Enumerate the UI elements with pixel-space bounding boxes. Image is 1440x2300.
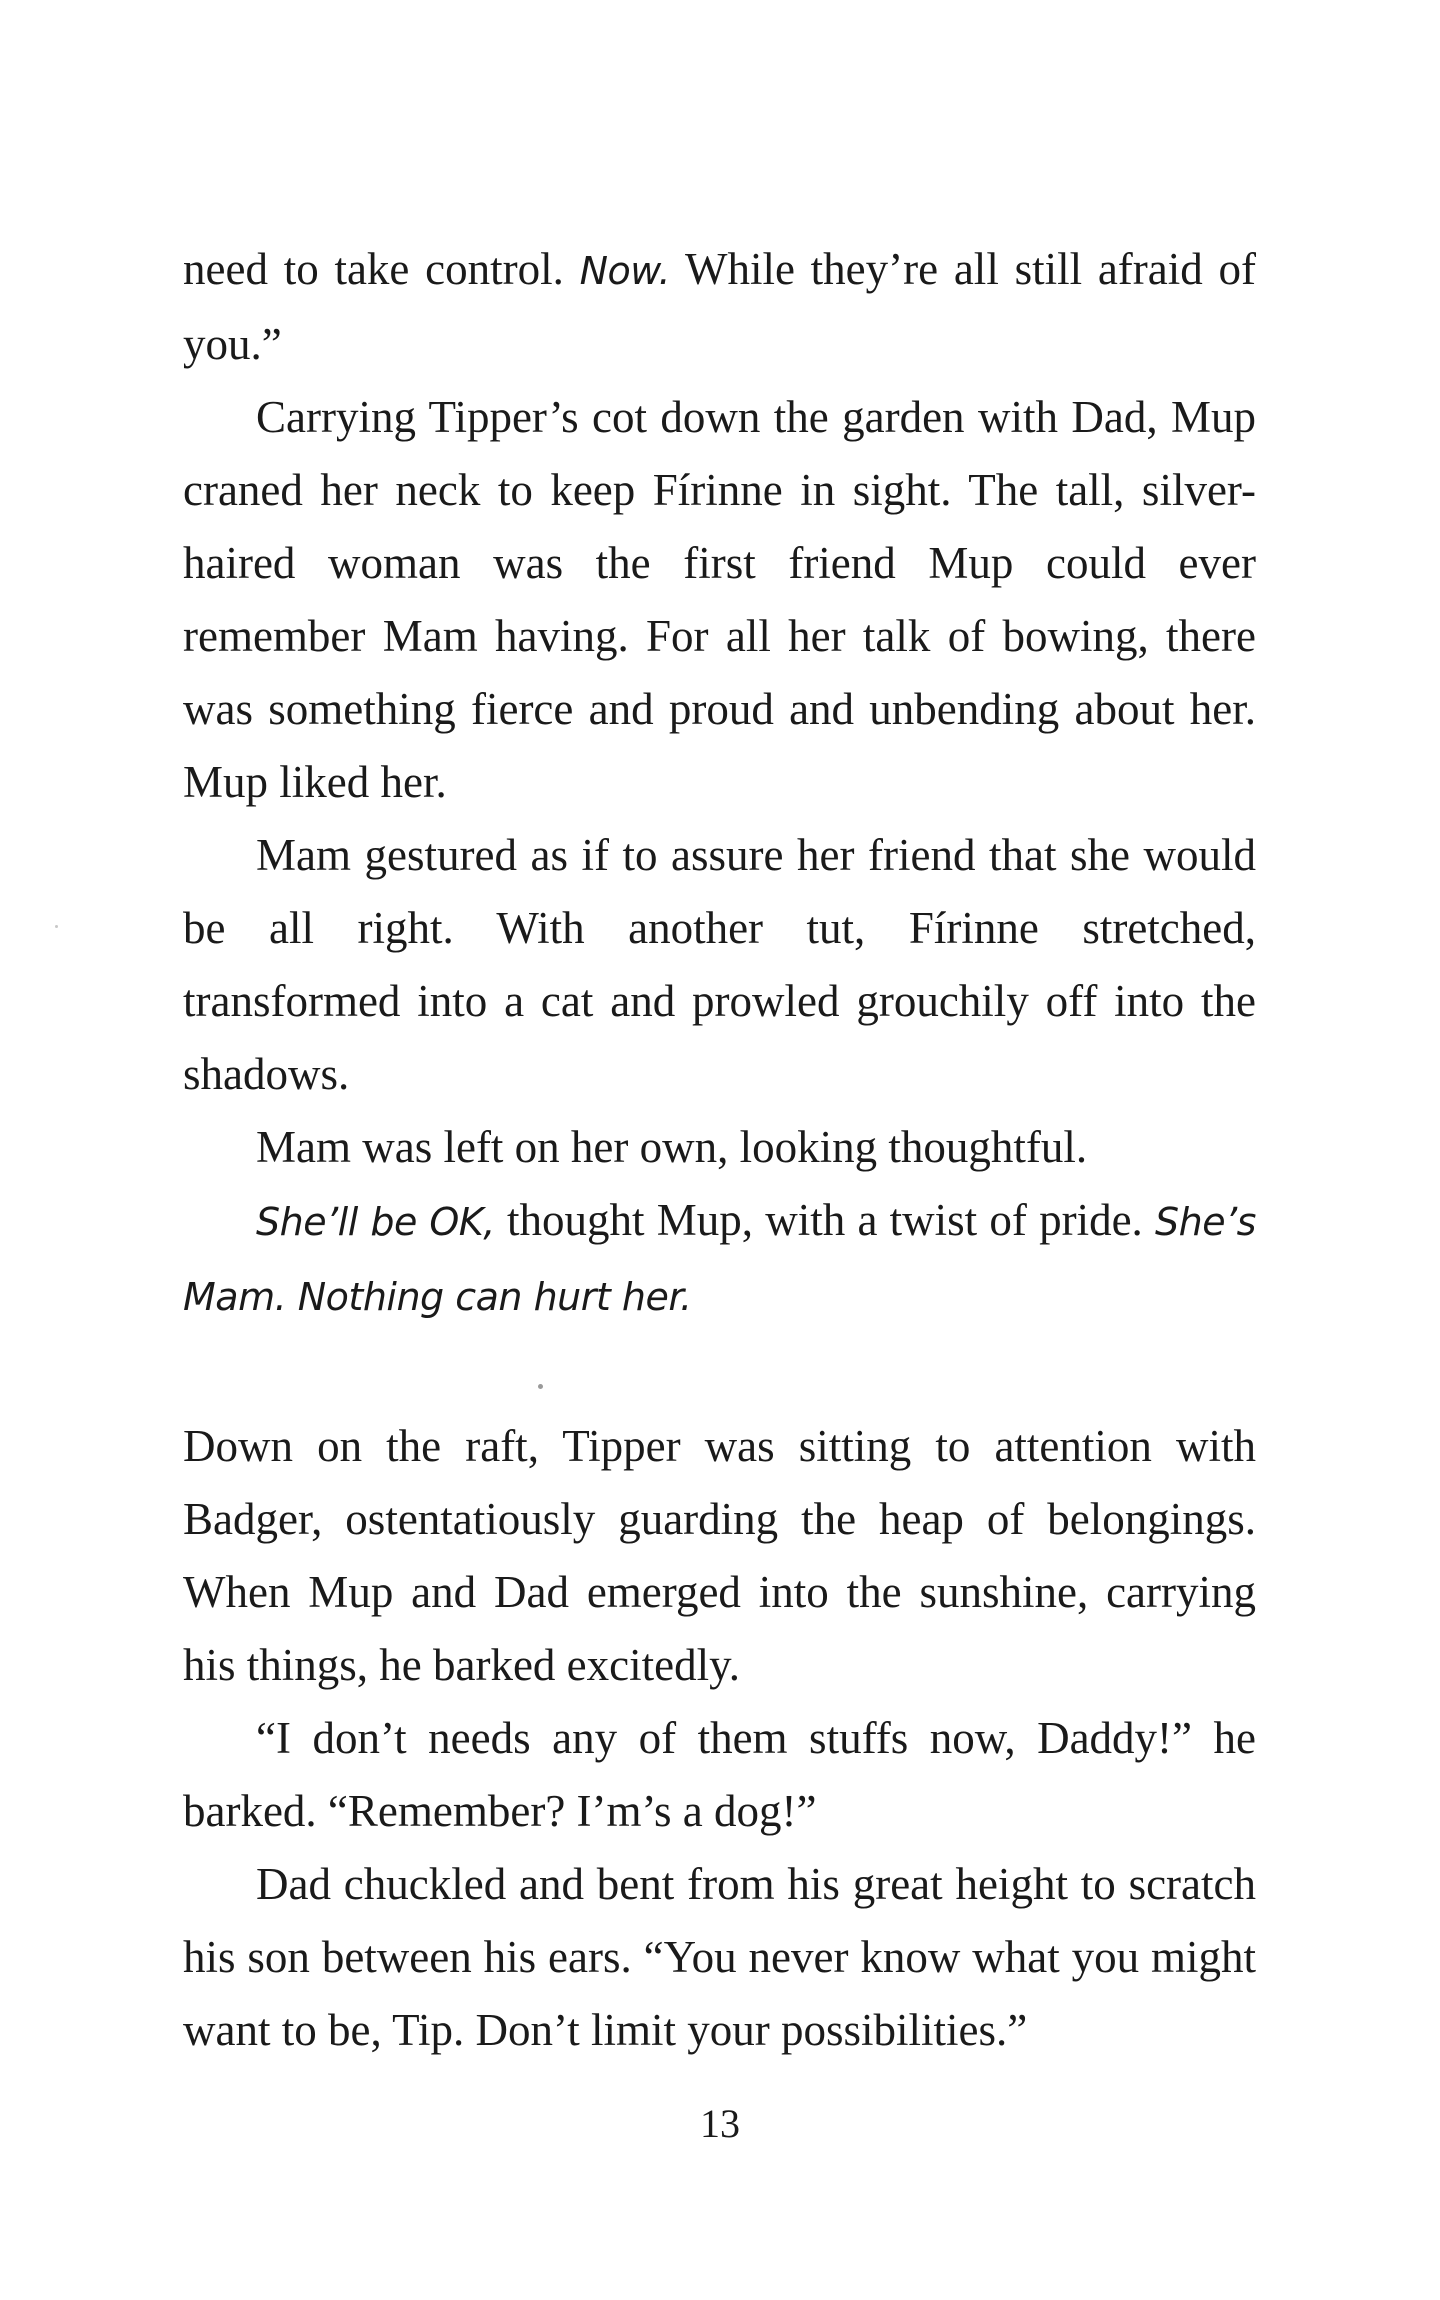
paragraph-text: While they’re all still afraid of you.” (183, 244, 1256, 369)
paragraph: “I don’t needs any of them stuffs now, Daddy!” he barked. “Remember? I’m’s a dog!” (183, 1713, 1256, 1836)
paragraph-text: need to take control. (183, 244, 580, 294)
paragraph: Dad chuckled and bent from his great height to scratch his son between his ears. “You never know what you might want to be, Tip. Don’t limit your possibilities.” (183, 1859, 1256, 2055)
text-section-1 (183, 233, 1256, 1334)
page-number: 13 (700, 2101, 740, 2146)
paragraph-text: thought Mup, with a twist of pride. (494, 1195, 1156, 1245)
paragraph: Mam was left on her own, looking thoughtful. (256, 1122, 1088, 1172)
italic-thought: She’s Mam. Nothing can hurt her. (183, 1200, 1256, 1319)
italic-emphasis: Now. (579, 249, 671, 293)
text-section-2 (183, 1410, 1256, 2067)
italic-thought: She’ll be OK, (256, 1200, 495, 1244)
scan-speck (55, 925, 58, 928)
paragraph: Mam gestured as if to assure her friend that she would be all right. With another tut, Fírinne stretched, transformed into a cat and prowled grouchily off into the shadows. (183, 830, 1256, 1099)
paragraph (183, 233, 1256, 381)
paragraph (183, 1184, 1256, 1334)
paragraph: Carrying Tipper’s cot down the garden with Dad, Mup craned her neck to keep Fírinne in sight. The tall, silver-haired woman was the first friend Mup could ever remember Mam having. For all her talk of bowing, there was something fierce and proud and unbending about her. Mup liked her. (183, 392, 1256, 807)
paragraph: Down on the raft, Tipper was sitting to attention with Badger, ostentatiously guarding the heap of belongings. When Mup and Dad emerged into the sunshine, carrying his things, he barked excitedly. (183, 1421, 1256, 1690)
scan-speck (538, 1384, 543, 1389)
